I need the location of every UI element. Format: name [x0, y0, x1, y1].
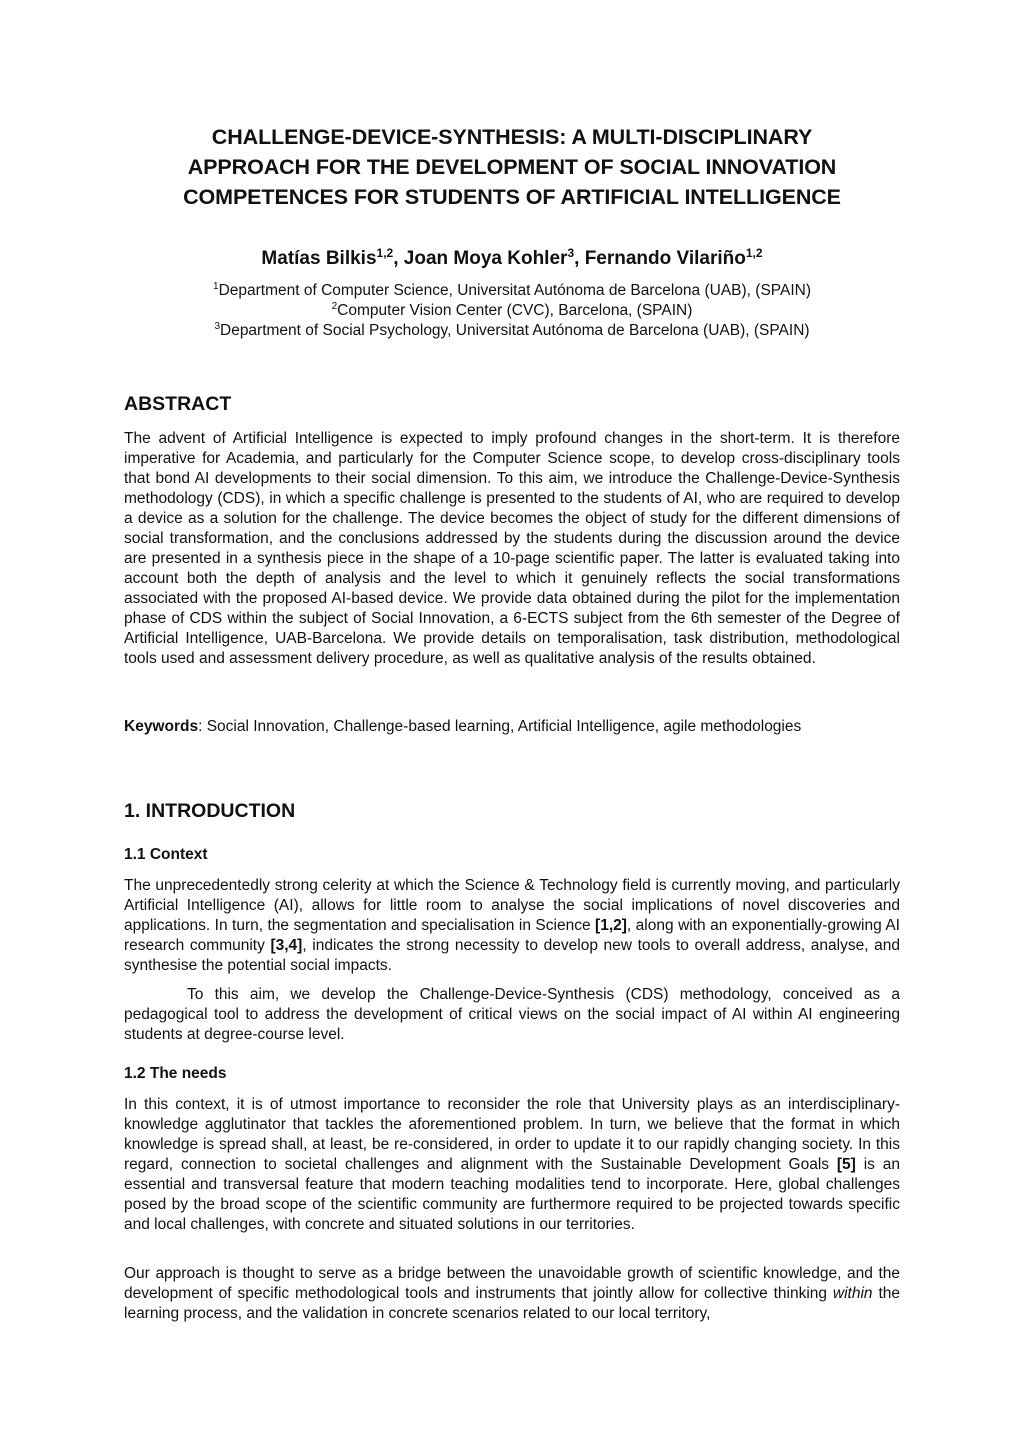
- text-run: , along with an exponentially-growing AI research community: [124, 917, 900, 954]
- author-separator: ,: [393, 248, 404, 269]
- affiliation-marker: 3: [214, 321, 220, 332]
- title-line-2: APPROACH FOR THE DEVELOPMENT OF SOCIAL INNOVATION: [187, 155, 837, 179]
- affiliation-text: Department of Social Psychology, Universitat Autónoma de Barcelona (UAB), (SPAIN): [220, 322, 810, 339]
- needs-paragraph-2: [124, 1264, 900, 1324]
- affiliation-marker: 1: [213, 281, 219, 292]
- paper-title: [124, 122, 900, 212]
- text-run: is an essential and transversal feature that modern teaching modalities tend to incorporate. Here, global challenges posed by the broad scope of the scientific community are furthermore required to be projected towards specific and local challenges, with concrete and situated solutions in our territories.: [124, 1156, 900, 1233]
- text-run: In this context, it is of utmost importance to reconsider the role that University plays as an interdisciplinary-knowledge agglutinator that tackles the aforementioned problem. In turn, we believe that the format in which knowledge is spread shall, at least, be re-considered, in order to update it to our rapidly changing society. In this regard, connection to societal challenges and alignment with the Sustainable Development Goals: [124, 1096, 900, 1173]
- affiliation-marker: 2: [331, 301, 338, 312]
- author-name: Joan Moya Kohler: [403, 248, 568, 269]
- citation-ref: [3,4]: [270, 937, 303, 954]
- context-subheading: 1.1 Context: [124, 846, 208, 863]
- author-separator: ,: [574, 248, 585, 269]
- affiliation-list: [124, 281, 900, 341]
- text-run: , indicates the strong necessity to develop new tools to overall address, analyse, and synthesise the potential social impacts.: [124, 937, 900, 974]
- introduction-heading: 1. INTRODUCTION: [124, 800, 296, 822]
- author-list: [124, 245, 900, 273]
- context-paragraph-1: [124, 876, 900, 976]
- text-run: the learning process, and the validation in concrete scenarios related to our local territory,: [124, 1285, 900, 1322]
- emphasis: within: [832, 1285, 873, 1302]
- title-line-3: COMPETENCES FOR STUDENTS OF ARTIFICIAL INTELLIGENCE: [183, 185, 841, 209]
- author-affiliation-marker: 1,2: [745, 246, 763, 260]
- affiliation: [124, 281, 900, 301]
- keywords-text: : Social Innovation, Challenge-based learning, Artificial Intelligence, agile methodologies: [198, 718, 802, 735]
- text-run: The unprecedentedly strong celerity at which the Science & Technology field is currently moving, and particularly Artificial Intelligence (AI), allows for little room to analyse the social implications of novel discoveries and applications. In turn, the segmentation and specialisation in Science: [124, 877, 900, 934]
- text-run: Our approach is thought to serve as a bridge between the unavoidable growth of scientific knowledge, and the development of specific methodological tools and instruments that jointly allow for collective thinking: [124, 1265, 900, 1302]
- affiliation: [124, 321, 900, 341]
- author-name: Matías Bilkis: [261, 248, 377, 269]
- affiliation-text: Department of Computer Science, Universitat Autónoma de Barcelona (UAB), (SPAIN): [218, 282, 811, 299]
- citation-ref: [1,2]: [595, 917, 627, 934]
- affiliation: [124, 301, 900, 321]
- context-paragraph-2: To this aim, we develop the Challenge-Device-Synthesis (CDS) methodology, conceived as a pedagogical tool to address the development of critical views on the social impact of AI within AI engineering students at degree-course level.: [124, 986, 900, 1043]
- affiliation-text: Computer Vision Center (CVC), Barcelona, (SPAIN): [337, 302, 693, 319]
- author-affiliation-marker: 1,2: [376, 246, 394, 260]
- keywords-line: [124, 717, 900, 737]
- needs-paragraph-1: [124, 1095, 900, 1235]
- author-name: Fernando Vilariño: [584, 248, 746, 269]
- needs-subheading: 1.2 The needs: [124, 1065, 227, 1082]
- author-affiliation-marker: 3: [567, 246, 575, 260]
- abstract-heading: ABSTRACT: [124, 393, 232, 415]
- title-line-1: CHALLENGE-DEVICE-SYNTHESIS: A MULTI-DISCIPLINARY: [211, 125, 813, 149]
- keywords-label: Keywords: [124, 718, 199, 735]
- citation-ref: [5]: [836, 1156, 856, 1173]
- abstract-text: The advent of Artificial Intelligence is expected to imply profound changes in the short-term. It is therefore imperative for Academia, and particularly for the Computer Science scope, to develop cross-disciplinary tools that bond AI developments to their social dimension. To this aim, we introduce the Challenge-Device-Synthesis methodology (CDS), in which a specific challenge is presented to the students of AI, who are required to develop a device as a solution for the challenge. The device becomes the object of study for the different dimensions of social transformation, and the conclusions addressed by the students during the discussion around the device are presented in a synthesis piece in the shape of a 10-page scientific paper. The latter is evaluated taking into account both the depth of analysis and the level to which it genuinely reflects the social transformations associated with the proposed AI-based device. We provide data obtained during the pilot for the implementation phase of CDS within the subject of Social Innovation, a 6-ECTS subject from the 6th semester of the Degree of Artificial Intelligence, UAB-Barcelona. We provide details on temporalisation, task distribution, methodological tools used and assessment delivery procedure, as well as qualitative analysis of the results obtained.: [124, 430, 900, 667]
